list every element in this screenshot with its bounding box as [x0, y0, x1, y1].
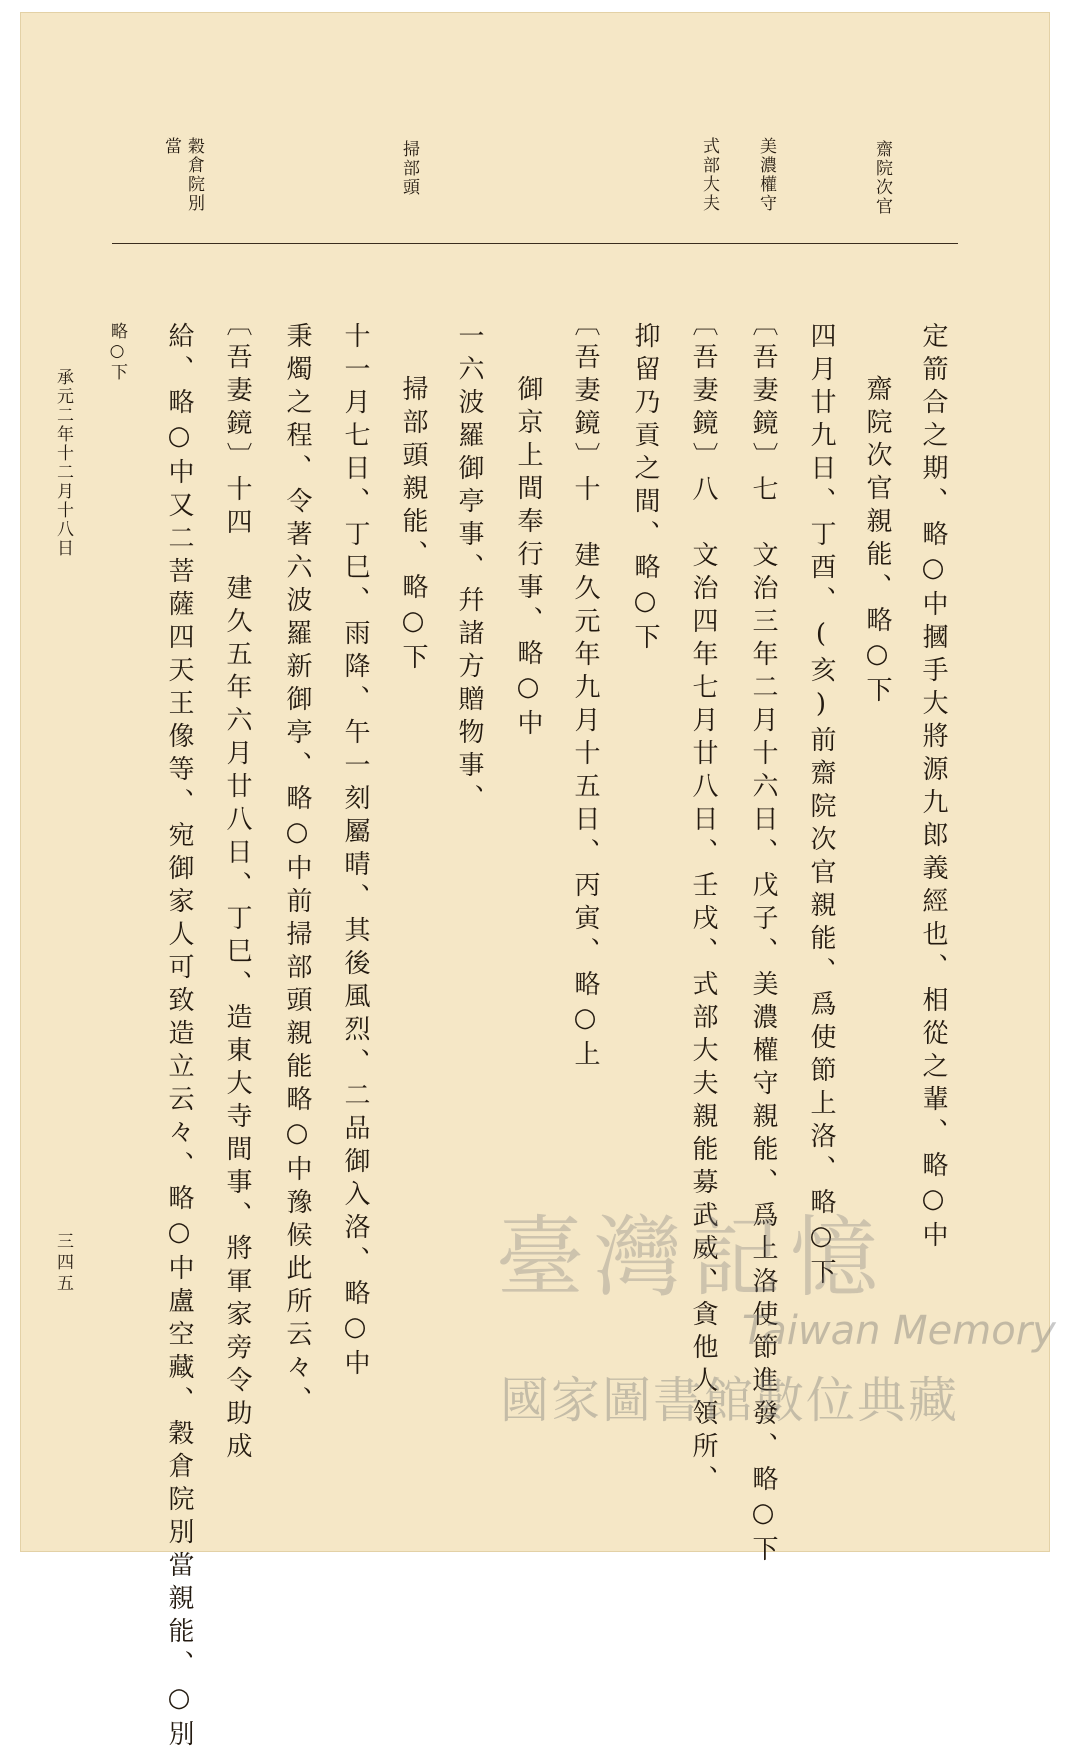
text-column: 秉燭之程、令著六波羅新御亭、略○中前掃部頭親能略○中豫候此所云々、 [282, 322, 312, 1419]
header-title-4: 掃部頭 [399, 140, 419, 197]
text-column: 〔吾妻鏡〕十 建久元年九月十五日、丙寅、略○上 [570, 310, 600, 1073]
watermark-title: 臺灣記憶 [496, 1206, 889, 1309]
text-column: 一六波羅御亭事、幷諸方贈物事、 [454, 322, 484, 817]
text-column: 掃部頭親能、略○下 [398, 375, 428, 676]
text-column: 抑留乃貢之間、略○下 [630, 322, 660, 656]
text-column: 略○下 [107, 322, 127, 382]
header-title-5: 穀倉院別 [184, 137, 204, 213]
header-divider [112, 243, 958, 244]
text-column: 〔吾妻鏡〕十四 建久五年六月廿八日、丁巳、造東大寺間事、將軍家旁令助成 [222, 310, 252, 1465]
page-number: 三四五 [53, 1232, 73, 1295]
header-title-1: 齋院次官 [872, 140, 892, 216]
watermark-english: Taiwan Memory [742, 1308, 1056, 1354]
watermark-subtitle: 國家圖書館數位典藏 [500, 1372, 960, 1429]
header-title-6: 當 [161, 137, 181, 156]
header-title-3: 式部大夫 [699, 137, 719, 213]
date-line: 承元二年十二月十八日 [53, 368, 73, 558]
text-column: 定箭合之期、略○中摑手大將源九郎義經也、相從之輩、略○中 [918, 322, 948, 1254]
text-column: 給、略○中又二菩薩四天王像等、宛御家人可致造立云々、略○中盧空藏、穀倉院別當親能、○別 [164, 322, 194, 1753]
text-column: 御京上間奉行事、略○中 [513, 375, 543, 742]
header-title-2: 美濃權守 [756, 137, 776, 213]
text-column: 〔吾妻鏡〕七 文治三年二月十六日、戊子、美濃權守親能、爲上洛使節進發、略○下 [748, 310, 778, 1568]
text-column: 十一月七日、丁巳、雨降、午一刻屬晴、其後風烈、二品御入洛、略○中 [340, 322, 370, 1382]
text-column: 四月廿九日、丁酉、(亥)前齋院次官親能、爲使節上洛、略○下 [806, 322, 836, 1291]
text-column: 齋院次官親能、略○下 [862, 375, 892, 709]
text-column: 〔吾妻鏡〕八 文治四年七月廿八日、壬戌、式部大夫親能募武威、貪他人領所、 [688, 310, 718, 1498]
